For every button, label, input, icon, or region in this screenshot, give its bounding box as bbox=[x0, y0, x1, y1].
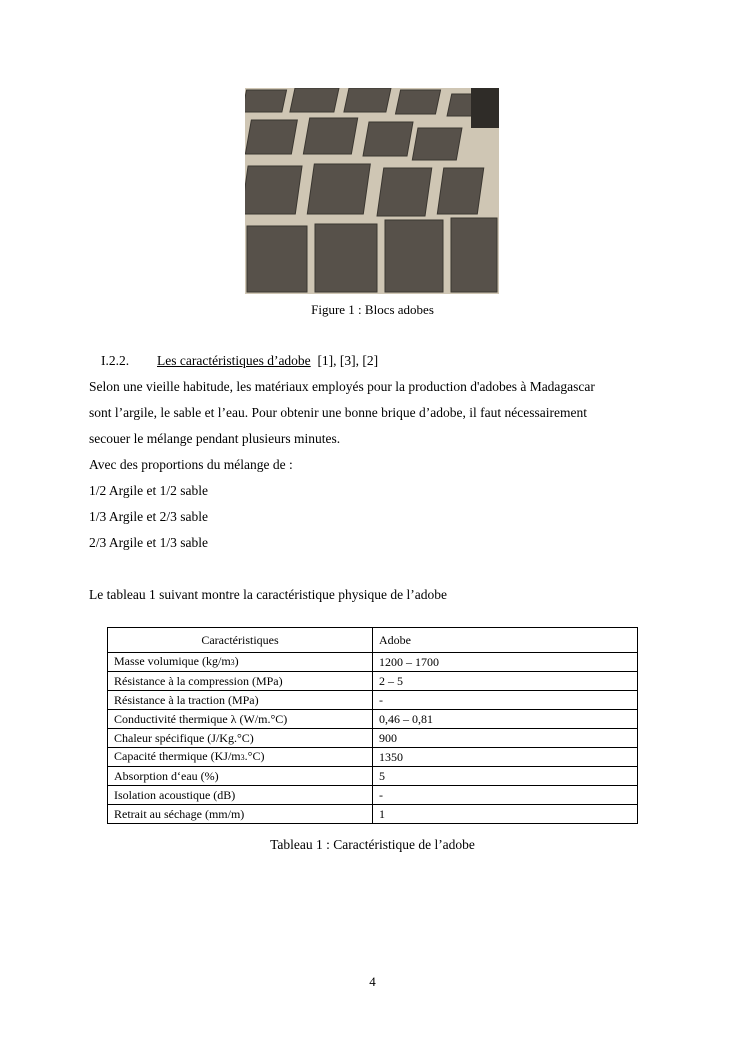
table-row bbox=[108, 767, 638, 786]
paragraph-line-4: Avec des proportions du mélange de : bbox=[89, 457, 293, 472]
paragraph-line-1: Selon une vieille habitude, les matériaux employés pour la production d'adobes à Madagascar bbox=[89, 379, 595, 394]
mix-ratio-3: 2/3 Argile et 1/3 sable bbox=[89, 535, 208, 550]
table-cell-value: 900 bbox=[373, 729, 638, 748]
table-cell-label: Absorption d‘eau (%) bbox=[108, 767, 373, 786]
table-caption: Tableau 1 : Caractéristique de l’adobe bbox=[270, 837, 475, 852]
table-cell-value: 1 bbox=[373, 805, 638, 824]
table-header-row bbox=[108, 628, 638, 653]
table-row bbox=[108, 710, 638, 729]
paragraph-line-2: sont l’argile, le sable et l’eau. Pour obtenir une bonne brique d’adobe, il faut nécessairement bbox=[89, 405, 587, 420]
table-cell-value: - bbox=[373, 786, 638, 805]
mix-ratio-1: 1/2 Argile et 1/2 sable bbox=[89, 483, 208, 498]
table-header-characteristics: Caractéristiques bbox=[108, 628, 373, 653]
table-cell-value: 2 – 5 bbox=[373, 672, 638, 691]
table-cell-value: 1200 – 1700 bbox=[373, 653, 638, 672]
table-cell-label: Conductivité thermique λ (W/m.°C) bbox=[108, 710, 373, 729]
table-cell-value: 1350 bbox=[373, 748, 638, 767]
table-cell-label: Capacité thermique (KJ/m3.°C) bbox=[108, 748, 373, 767]
properties-table bbox=[107, 627, 638, 824]
section-heading bbox=[101, 353, 378, 369]
adobe-bricks-photo bbox=[245, 88, 499, 294]
table-row bbox=[108, 786, 638, 805]
table-row bbox=[108, 748, 638, 767]
table-cell-label: Isolation acoustique (dB) bbox=[108, 786, 373, 805]
figure-caption: Figure 1 : Blocs adobes bbox=[311, 302, 434, 317]
table-cell-label: Résistance à la compression (MPa) bbox=[108, 672, 373, 691]
table-row bbox=[108, 691, 638, 710]
section-number: I.2.2. bbox=[101, 353, 130, 368]
table-row bbox=[108, 805, 638, 824]
table-cell-label: Résistance à la traction (MPa) bbox=[108, 691, 373, 710]
table-cell-value: 0,46 – 0,81 bbox=[373, 710, 638, 729]
mix-ratio-2: 1/3 Argile et 2/3 sable bbox=[89, 509, 208, 524]
table-cell-label: Masse volumique (kg/m3) bbox=[108, 653, 373, 672]
table-cell-value: 5 bbox=[373, 767, 638, 786]
table-row bbox=[108, 653, 638, 672]
table-header-adobe: Adobe bbox=[373, 628, 638, 653]
table-row bbox=[108, 672, 638, 691]
table-cell-value: - bbox=[373, 691, 638, 710]
page-number: 4 bbox=[369, 974, 376, 989]
table-cell-label: Retrait au séchage (mm/m) bbox=[108, 805, 373, 824]
table-row bbox=[108, 729, 638, 748]
section-title: Les caractéristiques d’adobe bbox=[157, 353, 311, 368]
section-refs: [1], [3], [2] bbox=[317, 353, 379, 368]
table-cell-label: Chaleur spécifique (J/Kg.°C) bbox=[108, 729, 373, 748]
adobe-bricks-image bbox=[245, 88, 499, 294]
table-intro: Le tableau 1 suivant montre la caractéristique physique de l’adobe bbox=[89, 587, 447, 602]
paragraph-line-3: secouer le mélange pendant plusieurs minutes. bbox=[89, 431, 341, 446]
